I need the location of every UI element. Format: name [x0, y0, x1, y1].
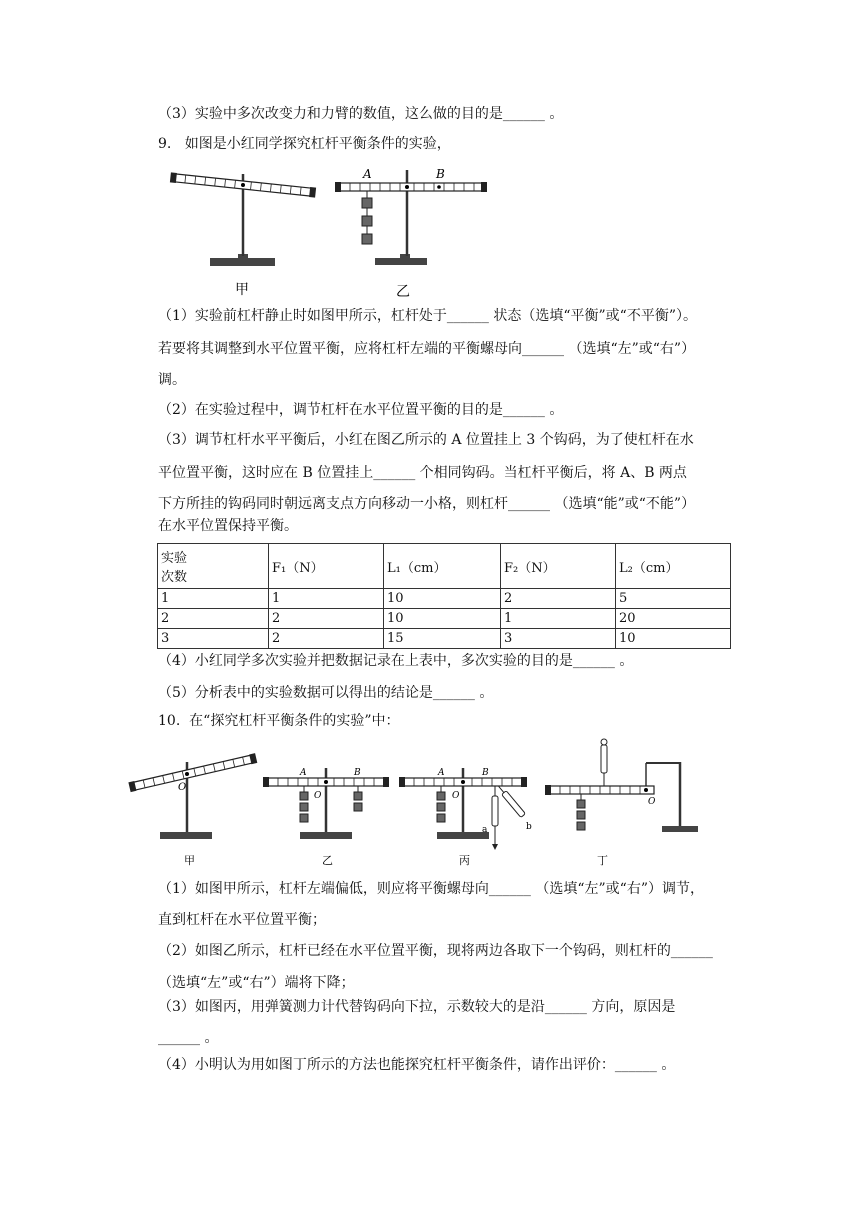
- table-cell: 1: [269, 589, 384, 609]
- table-header-cell: L₁（cm）: [384, 544, 501, 589]
- q8-part3-text: （3）实验中多次改变力和力臂的数值，这么做的目的是______ 。: [158, 106, 564, 122]
- table-cell: 20: [616, 609, 731, 629]
- table-cell: 1: [501, 609, 616, 629]
- table-header-row: [158, 544, 731, 589]
- q10-part2-line1: （2）如图乙所示，杠杆已经在水平位置平衡，现将两边各取下一个钩码，则杠杆的______: [158, 943, 713, 959]
- q9-part3-line2: 平位置平衡，这时应在 B 位置挂上______ 个相同钩码。当杠杆平衡后，将 A、B 两点: [158, 465, 687, 481]
- question-10-stem: 10. 在“探究杠杆平衡条件的实验”中：: [158, 713, 400, 729]
- figure-10-caption-jia: 甲: [184, 854, 195, 867]
- table-cell: 3: [158, 629, 269, 649]
- q9-part2-text: （2）在实验过程中，调节杠杆在水平位置平衡的目的是______ 。: [158, 402, 564, 418]
- q10-part1-line2: 直到杠杆在水平位置平衡；: [158, 912, 326, 928]
- figure-9-caption-yi: 乙: [396, 284, 410, 298]
- q9-part3-line3: 下方所挂的钩码同时朝远离支点方向移动一小格，则杠杆______ （选填“能”或“不能”）: [158, 496, 696, 512]
- table-header-cell: F₂（N）: [501, 544, 616, 589]
- experiment-data-table: [157, 543, 731, 649]
- table-cell: 2: [269, 609, 384, 629]
- table-cell: 3: [501, 629, 616, 649]
- figure-9-caption-jia: 甲: [235, 282, 249, 298]
- q10-part2-line2: （选填“左”或“右”）端将下降；: [158, 975, 355, 991]
- figure-10-ding-label-o: O: [648, 797, 656, 807]
- figure-10-caption-yi: 乙: [322, 854, 333, 867]
- table-cell: 10: [616, 629, 731, 649]
- table-cell: 2: [269, 629, 384, 649]
- table-cell: 10: [384, 589, 501, 609]
- figure-10-lever-diagrams: [128, 736, 700, 872]
- table-cell: 1: [158, 589, 269, 609]
- figure-10-yi-label-o: O: [314, 791, 322, 801]
- q9-part3-line4: 在水平位置保持平衡。: [158, 518, 298, 534]
- table-header-cell: L₂（cm）: [616, 544, 731, 589]
- figure-10-jia-lever: [128, 753, 257, 839]
- table-row: [158, 589, 731, 609]
- q9-part3-line1: （3）调节杠杆水平平衡后，小红在图乙所示的 A 位置挂上 3 个钩码，为了使杠杆在水: [158, 432, 694, 448]
- figure-10-yi-label-b: B: [354, 768, 361, 778]
- figure-10-bing-label-b: B: [482, 768, 489, 778]
- figure-9-lever-diagrams: [160, 162, 500, 298]
- figure-10-ding-lever: [545, 739, 698, 832]
- question-9-stem: 9. 如图是小红同学探究杠杆平衡条件的实验，: [158, 136, 451, 152]
- table-row: [158, 629, 731, 649]
- figure-10-bing-label-lb: b: [526, 822, 532, 832]
- figure-10-bing-label-a: A: [438, 768, 445, 778]
- table-header-cell: 实验 次数: [158, 544, 269, 589]
- q10-part3-line2: ______ 。: [158, 1030, 219, 1046]
- figure-10-bing-label-o: O: [452, 791, 460, 801]
- figure-9-label-b: B: [436, 167, 445, 181]
- q9-part1-line2: 若要将其调整到水平位置平衡，应将杠杆左端的平衡螺母向______ （选填“左”或“右”）: [158, 341, 696, 357]
- q9-part5-text: （5）分析表中的实验数据可以得出的结论是______ 。: [158, 685, 494, 701]
- q10-part4-text: （4）小明认为用如图丁所示的方法也能探究杠杆平衡条件，请作出评价：______ 。: [158, 1057, 676, 1073]
- table-row: [158, 609, 731, 629]
- figure-9-jia-lever: [170, 172, 316, 266]
- table-cell: 15: [384, 629, 501, 649]
- figure-10-caption-bing: 丙: [459, 854, 470, 867]
- q10-part1-line1: （1）如图甲所示，杠杆左端偏低，则应将平衡螺母向______ （选填“左”或“右”）调节，: [158, 881, 704, 897]
- figure-10-yi-label-a: A: [300, 768, 307, 778]
- figure-10-yi-lever: [263, 768, 389, 839]
- figure-10-bing-label-la: a: [482, 825, 488, 835]
- figure-10-caption-ding: 丁: [597, 854, 608, 867]
- q9-part4-text: （4）小红同学多次实验并把数据记录在上表中，多次实验的目的是______ 。: [158, 653, 634, 669]
- figure-10-jia-label-o: O: [178, 782, 187, 793]
- table-header-cell: F₁（N）: [269, 544, 384, 589]
- table-cell: 2: [158, 609, 269, 629]
- q9-part1-line3: 调。: [158, 372, 186, 388]
- table-cell: 5: [616, 589, 731, 609]
- figure-10-bing-lever: [399, 768, 527, 850]
- figure-9-label-a: A: [363, 167, 372, 181]
- figure-9-yi-lever: [335, 170, 487, 265]
- q10-part3-line1: （3）如图丙，用弹簧测力计代替钩码向下拉，示数较大的是沿______ 方向，原因是: [158, 999, 676, 1015]
- q9-part1-line1: （1）实验前杠杆静止时如图甲所示，杠杆处于______ 状态（选填“平衡”或“不平衡”）。: [158, 308, 697, 324]
- table-cell: 2: [501, 589, 616, 609]
- table-cell: 10: [384, 609, 501, 629]
